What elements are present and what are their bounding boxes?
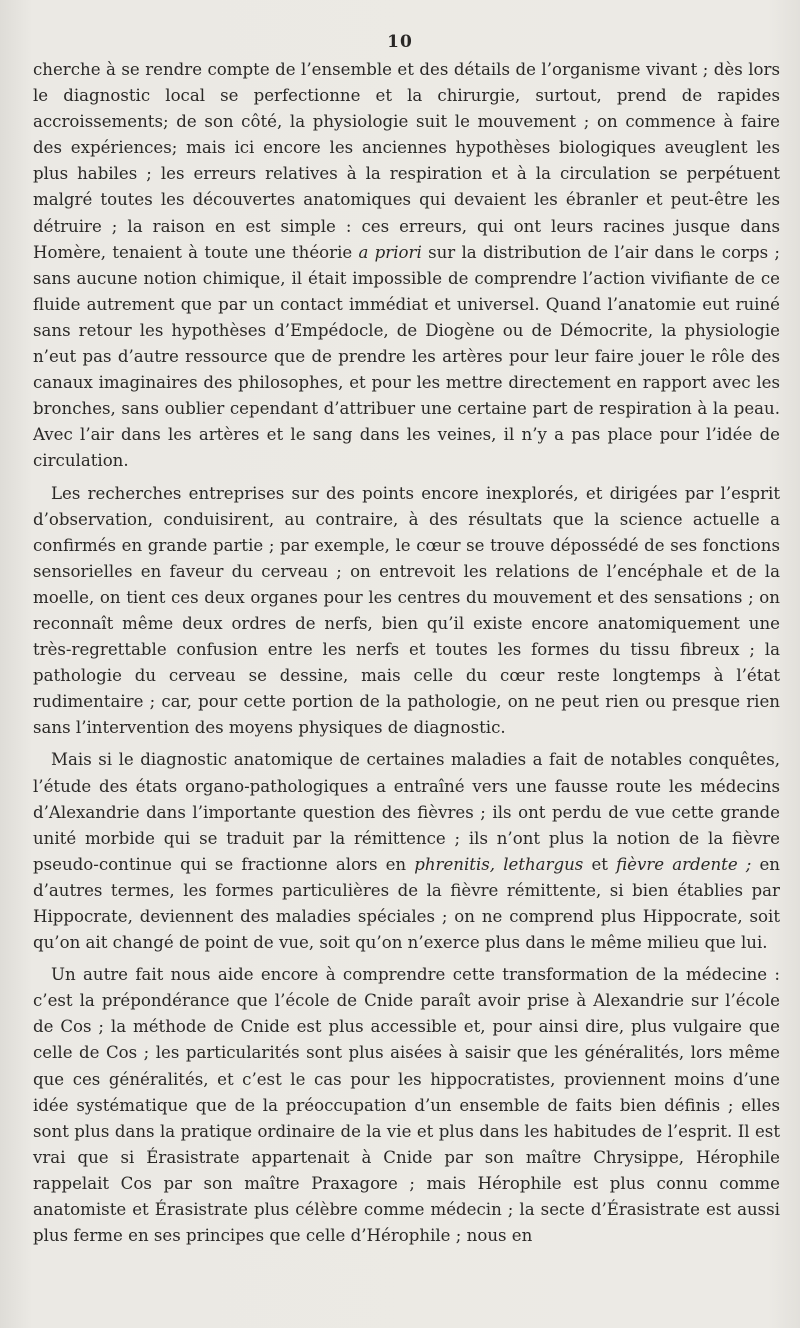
text-segment: Un autre fait nous aide encore à comprendre cette transformation de la médecine : c’est la prépondérance que l’école de Cnide paraît avoir prise à Alexandrie sur l’école de Cos ; la méthode de Cnide est plus accessible et, pour ainsi dire, plus vulgaire que celle de Cos ; les particularités sont plus aisées à saisir que les généralités, lors même que ces généralités, et c’est le cas pour les hippocratistes, proviennent moins d’une idée systématique que de la préoccupation d’un ensemble de faits bien définis ; elles sont plus dans la pratique ordinaire de la vie et plus dans les habitudes de l’esprit. Il est vrai que si Érasistrate appartenait à Cnide par son maître Chrysippe, Hérophile rappelait Cos par son maître Praxagore ; mais Hérophile est plus connu comme anatomiste et Érasistrate plus célèbre comme médecin ; la secte d’Érasistrate est aussi plus ferme en ses principes que celle d’Hérophile ; nous en [33,965,780,1246]
text-segment: Les recherches entreprises sur des points encore inexplorés, et dirigées par l’esprit d’observation, conduisirent, au contraire, à des résultats que la science actuelle a confirmés en grande partie ; par exemple, le cœur se trouve dépossédé de ses fonctions sensorielles en faveur du cerveau ; on entrevoit les relations de l’encéphale et de la moelle, on tient ces deux organes pour les centres du mouvement et des sensations ; on reconnaît même deux ordres de nerfs, bien qu’il existe encore anatomiquement une très-regrettable confusion entre les nerfs et toutes les formes du tissu fibreux ; la pathologie du cerveau se dessine, mais celle du cœur reste longtemps à l’état rudimentaire ; car, pour cette portion de la pathologie, on ne peut rien ou presque rien sans l’intervention des moyens physiques de diagnostic. [33,483,780,738]
italic-text: a priori [358,242,422,262]
body-text [33,57,780,1249]
italic-text: phrenitis, lethargus [414,854,584,874]
paragraph [33,481,780,742]
paragraph [33,57,780,475]
page-number: 10 [387,32,413,52]
text-segment: et [583,854,617,874]
text-segment: sur la distribution de l’air dans le corps ; sans aucune notion chimique, il était impossible de comprendre l’action vivifiante de ce fluide autrement que par un contact immédiat et universel. Quand l’anatomie eut ruiné sans retour les hypothèses d’Empédocle, de Diogène ou de Démocrite, la physiologie n’eut pas d’autre ressource que de prendre les artères pour leur faire jouer le rôle des canaux imaginaires des philosophes, et pour les mettre directement en rapport avec les bronches, sans oublier cependant d’attribuer une certaine part de respiration à la peau. Avec l’air dans les artères et le sang dans les veines, il n’y a pas place pour l’idée de circulation. [33,242,780,471]
text-segment: en d’autres termes, les formes particulières de la fièvre rémittente, si bien établies par Hippocrate, deviennent des maladies spéciales ; on ne comprend plus Hippocrate, soit qu’on ait changé de point de vue, soit qu’on n’exerce plus dans le même milieu que lui. [33,854,780,953]
paragraph [33,962,780,1249]
text-segment: Mais si le diagnostic anatomique de certaines maladies a fait de notables conquêtes, l’étude des états organo-pathologiques a entraîné vers une fausse route les médecins d’Alexandrie dans l’importante question des fièvres ; ils ont perdu de vue cette grande unité morbide qui se traduit par la rémittence ; ils n’ont plus la notion de la fièvre pseudo-continue qui se fractionne alors en [33,750,780,874]
italic-text: fièvre ardente ; [616,854,752,874]
paragraph [33,747,780,956]
text-segment: cherche à se rendre compte de l’ensemble et des détails de l’organisme vivant ; dès lors le diagnostic local se perfectionne et la chirurgie, surtout, prend de rapides accroissements; de son côté, la physiologie suit le mouvement ; on commence à faire des expériences; mais ici encore les anciennes hypothèses biologiques aveuglent les plus habiles ; les erreurs relatives à la respiration et à la circulation se perpétuent malgré toutes les découvertes anatomiques qui devaient les ébranler et peut-être les détruire ; la raison en est simple : ces erreurs, qui ont leurs racines jusque dans Homère, tenaient à toute une théorie [33,60,780,262]
